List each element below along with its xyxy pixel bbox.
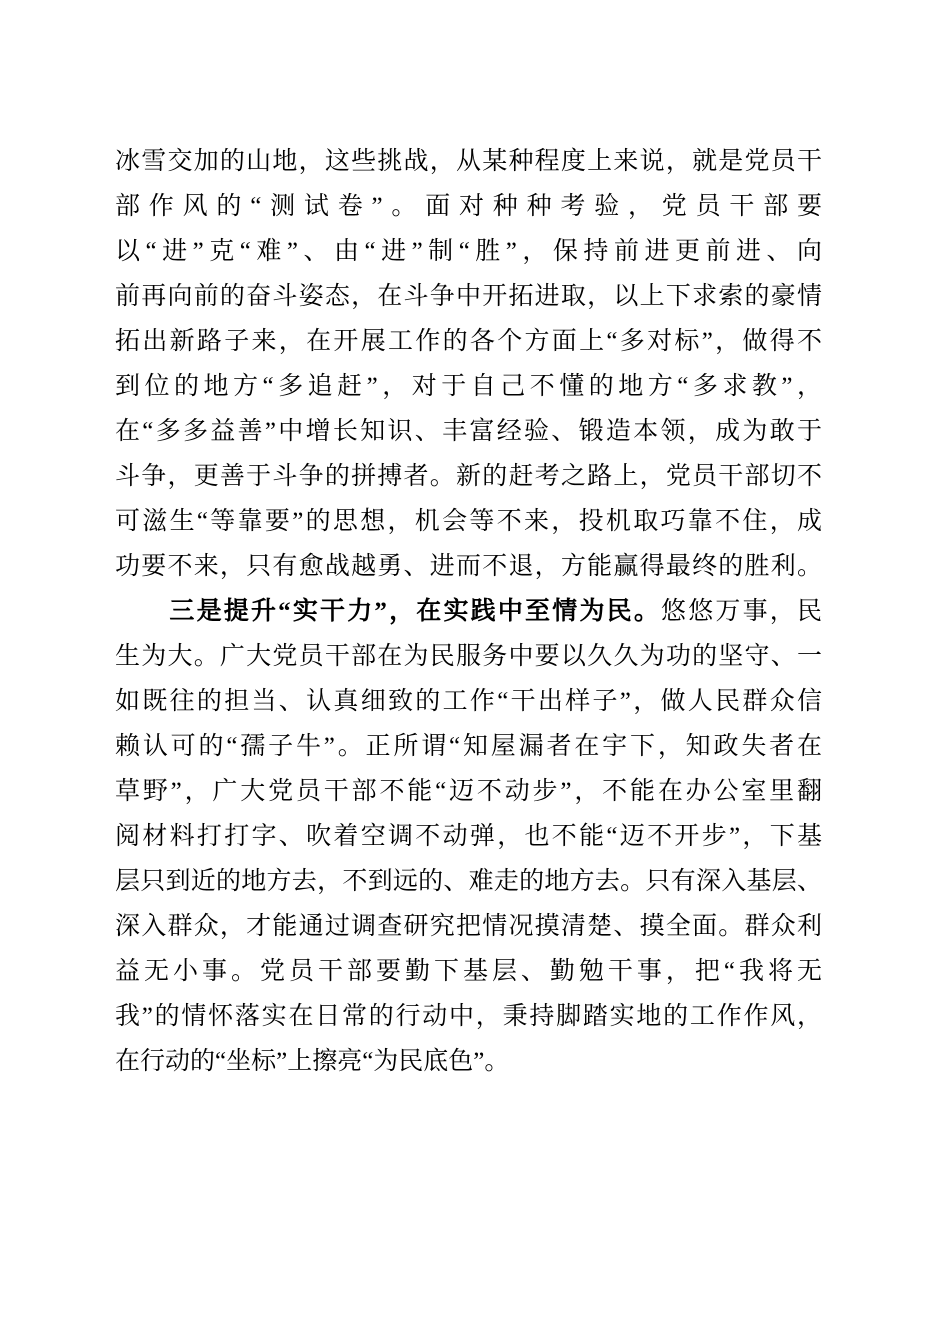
text-line	[115, 1039, 822, 1084]
text-run: 赖认可的“孺子牛”。正所谓“知屋漏者在宇下，知政失者在	[115, 733, 822, 760]
text-line	[115, 319, 822, 364]
text-run: 斗争，更善于斗争的拼搏者。新的赶考之路上，党员干部切不	[115, 463, 822, 490]
text-run: 生为大。广大党员干部在为民服务中要以久久为功的坚守、一	[115, 643, 822, 670]
text-line	[115, 814, 822, 859]
text-run: 拓出新路子来，在开展工作的各个方面上“多对标”，做得不	[115, 328, 822, 355]
text-line	[115, 589, 822, 634]
text-run: 阅材料打打字、吹着空调不动弹，也不能“迈不开步”，下基	[115, 823, 822, 850]
text-line	[115, 454, 822, 499]
text-run: 在行动的“坐标”上擦亮“为民底色”。	[115, 1048, 510, 1075]
text-run: 深入群众，才能通过调查研究把情况摸清楚、摸全面。群众利	[115, 913, 822, 940]
text-line	[115, 679, 822, 724]
text-line	[115, 364, 822, 409]
text-line	[115, 859, 822, 904]
text-line	[115, 409, 822, 454]
text-run: 冰雪交加的山地，这些挑战，从某种程度上来说，就是党员干	[115, 148, 822, 175]
text-line	[115, 139, 822, 184]
paragraph-1	[115, 139, 822, 589]
text-run: 功要不来，只有愈战越勇、进而不退，方能赢得最终的胜利。	[115, 553, 822, 580]
text-run: 我”的情怀落实在日常的行动中，秉持脚踏实地的工作作风，	[115, 1003, 822, 1030]
text-line	[115, 544, 822, 589]
text-run: 草野”，广大党员干部不能“迈不动步”，不能在办公室里翻	[115, 778, 822, 805]
text-line	[115, 724, 822, 769]
text-line	[115, 949, 822, 994]
text-run: 以“进”克“难”、由“进”制“胜”，保持前进更前进、向	[115, 238, 822, 265]
text-line	[115, 499, 822, 544]
text-line	[115, 994, 822, 1039]
text-line	[115, 184, 822, 229]
text-run: 如既往的担当、认真细致的工作“干出样子”，做人民群众信	[115, 688, 822, 715]
text-run: 益无小事。党员干部要勤下基层、勤勉干事，把“我将无	[115, 958, 822, 985]
paragraph-2	[115, 589, 822, 1084]
text-run: 部作风的“测试卷”。面对种种考验，党员干部要	[115, 193, 822, 220]
text-run: 可滋生“等靠要”的思想，机会等不来，投机取巧靠不住，成	[115, 508, 822, 535]
text-run: 悠悠万事，民	[661, 598, 822, 625]
text-line	[115, 634, 822, 679]
text-run: 到位的地方“多追赶”，对于自己不懂的地方“多求教”，	[115, 373, 822, 400]
text-line	[115, 769, 822, 814]
text-run: 在“多多益善”中增长知识、丰富经验、锻造本领，成为敢于	[115, 418, 822, 445]
text-line	[115, 229, 822, 274]
text-run: 前再向前的奋斗姿态，在斗争中开拓进取，以上下求索的豪情	[115, 283, 822, 310]
text-line	[115, 274, 822, 319]
text-line	[115, 904, 822, 949]
bold-text-run: 三是提升“实干力”，在实践中至情为民。	[115, 598, 662, 625]
text-run: 层只到近的地方去，不到远的、难走的地方去。只有深入基层、	[115, 868, 822, 895]
document-body	[115, 139, 822, 1084]
